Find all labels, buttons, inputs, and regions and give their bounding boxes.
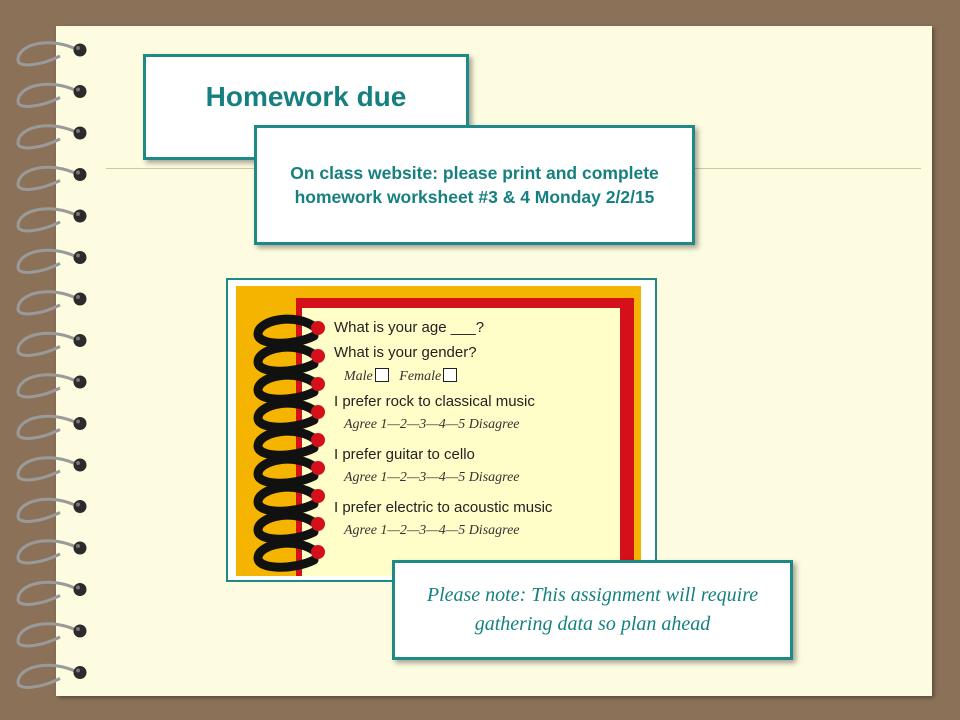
survey-coil: [258, 319, 316, 343]
spiral-ring: [18, 250, 78, 272]
survey-image: [226, 278, 657, 582]
survey-coil-hole: [311, 517, 325, 531]
survey-scale: Agree 1—2—3—4—5 Disagree: [344, 523, 520, 538]
spiral-ring: [18, 416, 78, 438]
binding-hole-shine: [76, 544, 80, 548]
checkbox-icon: [375, 368, 389, 382]
binding-hole: [74, 85, 87, 98]
survey-question-guitar: I prefer guitar to cello: [334, 446, 475, 463]
survey-question-gender: What is your gender?: [334, 344, 477, 361]
survey-gender-options: [344, 368, 457, 385]
spiral-ring: [18, 292, 78, 314]
survey-coil: [258, 431, 316, 455]
binding-hole: [74, 666, 87, 679]
spiral-ring: [18, 541, 78, 563]
note-card: [392, 560, 793, 660]
binding-hole-shine: [76, 627, 80, 631]
binding-hole-shine: [76, 337, 80, 341]
binding-hole: [74, 168, 87, 181]
checkbox-icon: [443, 368, 457, 382]
spiral-ring: [18, 582, 78, 604]
note-text: Please note: This assignment will require gathering data so plan ahead: [426, 584, 759, 635]
binding-hole-shine: [76, 254, 80, 258]
spiral-ring: [18, 209, 78, 231]
survey-coil: [258, 459, 316, 483]
survey-coil: [258, 543, 316, 567]
survey-coil-hole: [311, 405, 325, 419]
slide-title: Homework due: [205, 81, 407, 112]
survey-coil: [258, 515, 316, 539]
survey-coil-hole: [311, 433, 325, 447]
binding-hole-shine: [76, 171, 80, 175]
binding-hole-shine: [76, 46, 80, 50]
spiral-ring: [18, 624, 78, 646]
survey-coil-hole: [311, 377, 325, 391]
survey-option-male: Male: [344, 369, 373, 384]
binding-hole-shine: [76, 378, 80, 382]
spiral-ring: [18, 375, 78, 397]
survey-coil: [258, 487, 316, 511]
binding-hole-shine: [76, 420, 80, 424]
binding-hole: [74, 334, 87, 347]
survey-coil-hole: [311, 489, 325, 503]
spiral-ring: [18, 43, 78, 65]
spiral-binding-icon: [0, 0, 110, 720]
binding-hole-shine: [76, 88, 80, 92]
binding-hole: [74, 44, 87, 57]
survey-question-rock: I prefer rock to classical music: [334, 393, 535, 410]
spiral-ring: [18, 499, 78, 521]
survey-coil: [258, 403, 316, 427]
binding-hole-shine: [76, 295, 80, 299]
binding-hole: [74, 625, 87, 638]
spiral-ring: [18, 333, 78, 355]
binding-hole: [74, 127, 87, 140]
binding-hole: [74, 583, 87, 596]
binding-hole: [74, 376, 87, 389]
spiral-ring: [18, 84, 78, 106]
binding-hole-shine: [76, 586, 80, 590]
spiral-ring: [18, 458, 78, 480]
survey-option-female: Female: [399, 369, 442, 384]
survey-coil: [258, 375, 316, 399]
binding-hole: [74, 500, 87, 513]
binding-hole-shine: [76, 669, 80, 673]
binding-hole: [74, 251, 87, 264]
survey-scale: Agree 1—2—3—4—5 Disagree: [344, 417, 520, 432]
survey-coil-hole: [311, 349, 325, 363]
binding-hole-shine: [76, 212, 80, 216]
assignment-description: On class website: please print and complete homework worksheet #3 & 4 Monday 2/2/15: [290, 162, 659, 207]
survey-question-electric: I prefer electric to acoustic music: [334, 499, 553, 516]
binding-hole: [74, 459, 87, 472]
binding-hole: [74, 210, 87, 223]
survey-coil-hole: [311, 461, 325, 475]
survey-coil-hole: [311, 545, 325, 559]
survey-coil-hole: [311, 321, 325, 335]
spiral-ring: [18, 665, 78, 687]
binding-hole-shine: [76, 129, 80, 133]
spiral-ring: [18, 167, 78, 189]
binding-hole: [74, 417, 87, 430]
spiral-ring: [18, 126, 78, 148]
binding-hole: [74, 293, 87, 306]
binding-hole: [74, 542, 87, 555]
survey-question-age: What is your age ___?: [334, 319, 485, 336]
survey-background: [236, 286, 641, 576]
description-card: [254, 125, 695, 245]
survey-coil: [258, 347, 316, 371]
survey-scale: Agree 1—2—3—4—5 Disagree: [344, 470, 520, 485]
binding-hole-shine: [76, 461, 80, 465]
binding-hole-shine: [76, 503, 80, 507]
